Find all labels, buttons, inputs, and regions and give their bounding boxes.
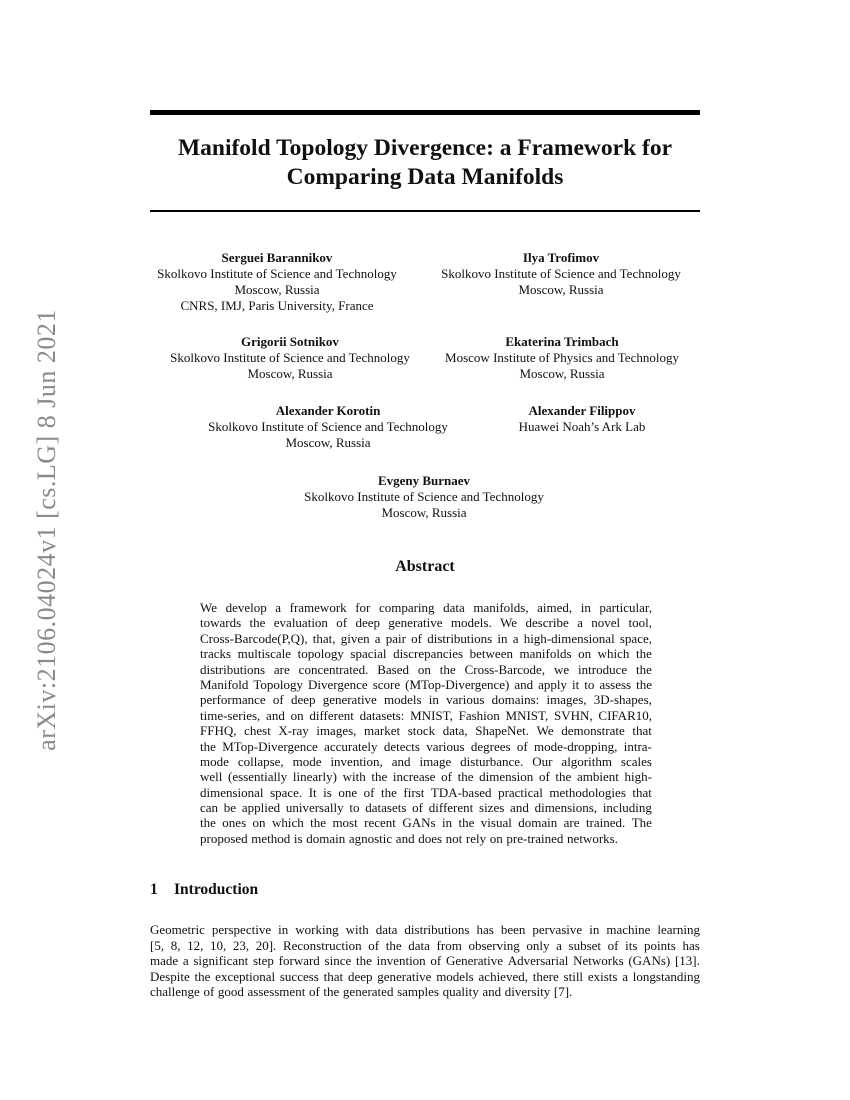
author-block xyxy=(519,403,646,435)
author-name: Ilya Trofimov xyxy=(522,250,600,265)
paper-title xyxy=(150,134,700,192)
abstract-heading: Abstract xyxy=(395,558,455,575)
text-line: mode collapse, mode invention, and image disturbance. Our algorithm scales xyxy=(200,753,652,769)
text-line: can be applied universally to datasets of different sizes and dimensions, including xyxy=(200,800,652,816)
text-line: the MTop-Divergence accurately detects various degrees of mode-dropping, intra- xyxy=(200,738,652,754)
section-heading xyxy=(150,881,258,899)
author-name: Grigorii Sotnikov xyxy=(241,334,339,349)
text-line: well (essentially linearly) with the increase of the dimension of the ambient high- xyxy=(200,769,652,785)
author-affiliation: Skolkovo Institute of Science and Technology xyxy=(157,266,397,281)
text-line: Despite the exceptional success that deep generative models achieved, there still exists a longstanding xyxy=(150,968,700,984)
title-line: Manifold Topology Divergence: a Framework for xyxy=(177,135,673,161)
author-affiliation: Skolkovo Institute of Science and Technology xyxy=(208,419,448,434)
text-line: Cross-Barcode(P,Q), that, given a pair of distributions in a high-dimensional space, xyxy=(200,630,652,646)
author-block xyxy=(441,250,681,298)
introduction-body xyxy=(150,922,700,1000)
section-title: Introduction xyxy=(174,881,259,898)
author-block xyxy=(445,334,679,382)
text-line: distributions are concentrated. Based on the Cross-Barcode, we introduce the xyxy=(200,661,652,677)
text-line: We develop a framework for comparing data manifolds, aimed, in particular, xyxy=(200,600,652,615)
title-top-rule xyxy=(150,110,700,115)
author-name: Ekaterina Trimbach xyxy=(505,334,619,349)
author-name: Alexander Filippov xyxy=(528,403,636,418)
title-bottom-rule xyxy=(150,210,700,212)
text-line: proposed method is domain agnostic and does not rely on pre-trained networks. xyxy=(200,830,618,846)
author-affiliation: Moscow, Russia xyxy=(285,435,371,450)
text-line: made a significant step forward since the invention of Generative Adversarial Networks (GANs) [13]. xyxy=(150,953,700,969)
text-line: dimensional space. It is one of the first TDA-based practical methodologies that xyxy=(200,784,652,800)
author-block xyxy=(304,473,544,521)
text-line: the ones on which the most recent GANs in the visual domain are trained. The xyxy=(200,815,652,831)
author-affiliation: Moscow, Russia xyxy=(518,282,604,297)
author-affiliation: Moscow, Russia xyxy=(234,282,320,297)
section-number: 1 xyxy=(150,881,158,898)
text-line: tracks multiscale topology spacial discrepancies between manifolds on which the xyxy=(200,646,652,662)
author-affiliation: Skolkovo Institute of Science and Technology xyxy=(441,266,681,281)
author-name: Evgeny Burnaev xyxy=(377,473,471,488)
author-block xyxy=(157,250,397,314)
author-affiliation: Moscow, Russia xyxy=(519,366,605,381)
author-affiliation: Moscow Institute of Physics and Technology xyxy=(445,350,679,365)
text-line: Geometric perspective in working with data distributions has been pervasive in machine learning xyxy=(150,922,700,937)
text-line: [5, 8, 12, 10, 23, 20]. Reconstruction of the data from observing only a subset of its points has xyxy=(150,937,700,953)
author-affiliation: Skolkovo Institute of Science and Technology xyxy=(170,350,410,365)
author-block xyxy=(170,334,410,382)
author-affiliation: Skolkovo Institute of Science and Technology xyxy=(304,489,544,504)
author-name: Alexander Korotin xyxy=(275,403,381,418)
text-line: time-series, and on different datasets: MNIST, Fashion MNIST, SVHN, CIFAR10, xyxy=(200,707,652,723)
text-line: performance of deep generative models in various domains: images, 3D-shapes, xyxy=(200,692,652,708)
text-line: towards the evaluation of deep generative models. We describe a novel tool, xyxy=(200,615,652,631)
author-affiliation: Moscow, Russia xyxy=(247,366,333,381)
author-affiliation: Moscow, Russia xyxy=(381,505,467,520)
title-line: Comparing Data Manifolds xyxy=(286,164,564,190)
author-name: Serguei Barannikov xyxy=(221,250,333,265)
author-affiliation: Huawei Noah’s Ark Lab xyxy=(518,419,646,434)
arxiv-stamp: arXiv:2106.04024v1 [cs.LG] 8 Jun 2021 xyxy=(32,309,61,751)
text-line: FFHQ, chest X-ray images, market stock data, ShapeNet. We demonstrate that xyxy=(200,723,652,739)
text-line: Manifold Topology Divergence score (MTop-Divergence) and apply it to assess the xyxy=(200,676,652,692)
author-affiliation: CNRS, IMJ, Paris University, France xyxy=(180,298,374,313)
abstract-body xyxy=(200,600,652,846)
text-line: challenge of good assessment of the generated samples quality and diversity [7]. xyxy=(150,984,573,1000)
author-block xyxy=(208,403,448,451)
